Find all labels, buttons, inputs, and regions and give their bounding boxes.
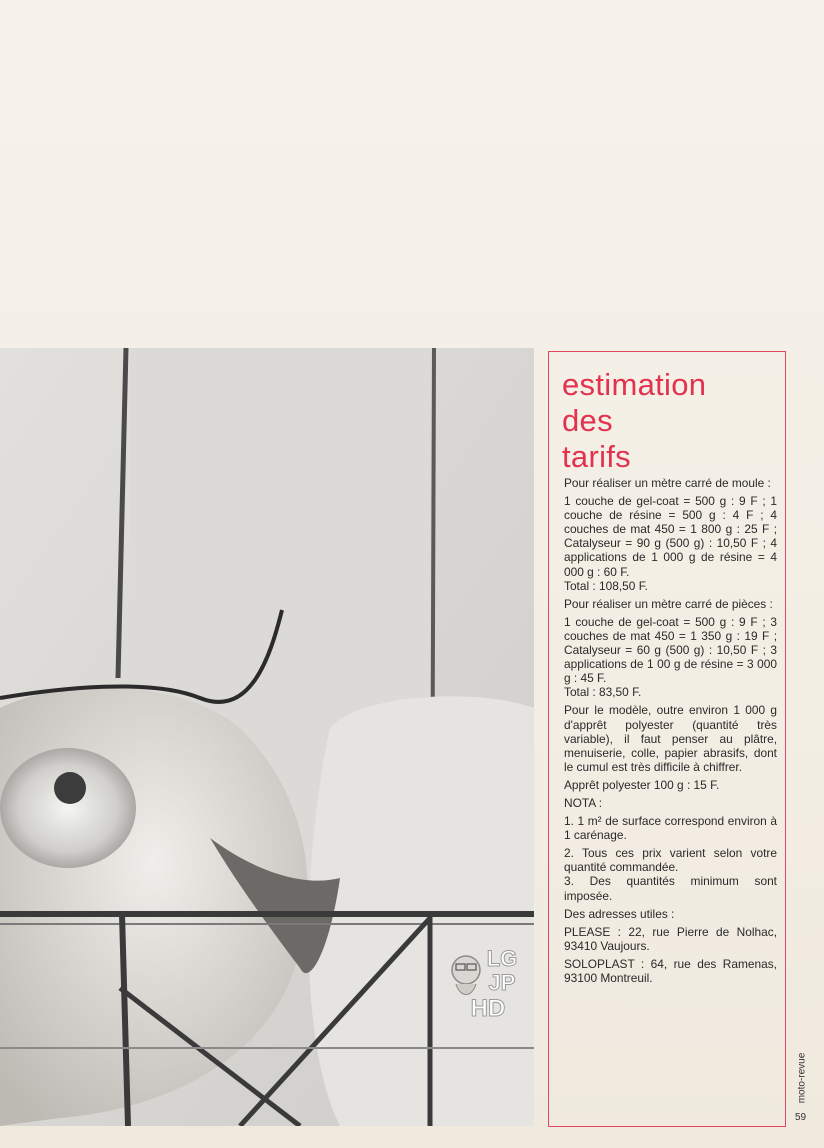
- watermark-line-2: JP: [488, 970, 516, 995]
- page-number: 59: [795, 1112, 807, 1123]
- paragraph-mold-costs: 1 couche de gel-coat = 500 g : 9 F ; 1 couche de résine = 500 g : 4 F ; 4 couches de mat 450 = 1 800 g : 25 F ; Catalyseur = 90 g (500 g) : 10,50 F ; 4 applications de 1 000 g de résine = 4 000 g : 60 F.: [564, 494, 777, 579]
- title-line: estimation: [562, 367, 707, 402]
- note-item: 3. Des quantités minimum sont imposée.: [564, 874, 777, 903]
- paragraph-parts-intro: Pour réaliser un mètre carré de pièces :: [564, 596, 773, 611]
- address-item: PLEASE : 22, rue Pierre de Nolhac, 93410 Vaujours.: [564, 924, 777, 953]
- addresses-label: Des adresses utiles :: [564, 906, 675, 921]
- paragraph-model: Pour le modèle, outre environ 1 000 g d'apprêt polyester (quantité très variable), il faut penser au plâtre, menuiserie, colle, papier abrasifs, dont le cumul est très difficile à chiffrer.: [564, 703, 777, 774]
- magazine-name-text: moto-revue: [796, 1052, 808, 1104]
- article-body: [564, 476, 777, 989]
- title-line: des: [562, 403, 613, 438]
- nota-label: NOTA :: [564, 795, 603, 810]
- watermark-face-icon: [446, 944, 530, 1024]
- title-line: tarifs: [562, 439, 631, 474]
- paragraph-mold-intro: Pour réaliser un mètre carré de moule :: [564, 476, 771, 490]
- article-title: [562, 367, 782, 475]
- watermark-line-3: HD: [470, 995, 506, 1022]
- paragraph-parts-costs: 1 couche de gel-coat = 500 g : 9 F ; 3 couches de mat 450 = 1 350 g : 19 F ; Catalyseur = 60 g (500 g) : 10,50 F ; 3 applications de 1 00 g de résine = 3 000 g : 45 F.: [564, 614, 777, 686]
- address-item: SOLOPLAST : 64, rue des Ramenas, 93100 Montreuil.: [564, 956, 777, 985]
- paragraph-mold-total: Total : 108,50 F.: [564, 578, 648, 593]
- mold-photo: [0, 348, 534, 1126]
- watermark: [446, 944, 530, 1024]
- note-item: 2. Tous ces prix varient selon votre quantité commandée.: [564, 846, 777, 875]
- note-item: 1. 1 m² de surface correspond environ à 1 carénage.: [564, 814, 777, 843]
- paragraph-parts-total: Total : 83,50 F.: [564, 685, 642, 700]
- paragraph-primer: Apprêt polyester 100 g : 15 F.: [564, 777, 720, 792]
- magazine-name: [792, 1048, 812, 1108]
- watermark-line-1: LG: [486, 946, 518, 971]
